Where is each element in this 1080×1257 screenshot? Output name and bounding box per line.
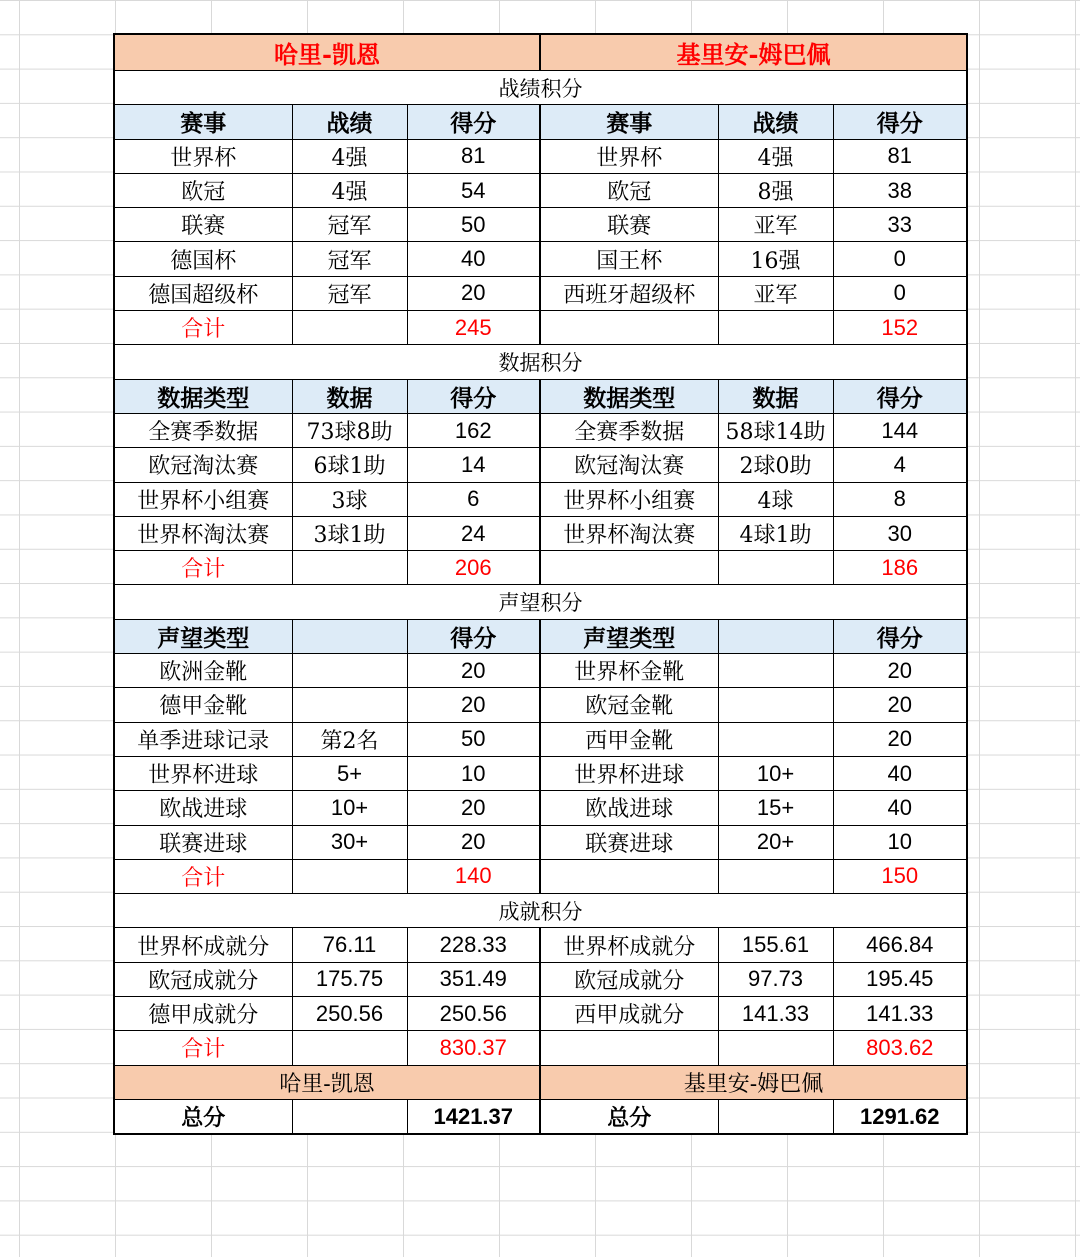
achievement-left-cell[interactable]: 欧冠成就分 xyxy=(114,962,292,996)
record-right-cell[interactable]: 亚军 xyxy=(718,276,833,310)
prestige-right-header[interactable]: 得分 xyxy=(833,619,967,653)
record-left-total-value[interactable]: 245 xyxy=(407,311,540,345)
record-left-cell[interactable]: 54 xyxy=(407,173,540,207)
stats-left-cell[interactable]: 3球 xyxy=(292,482,407,516)
record-right-cell[interactable]: 38 xyxy=(833,173,967,207)
record-right-cell[interactable]: 亚军 xyxy=(718,208,833,242)
achievement-right-cell[interactable]: 西甲成就分 xyxy=(540,997,718,1031)
prestige-left-cell[interactable]: 世界杯进球 xyxy=(114,756,292,790)
achievement-data-row xyxy=(114,928,967,962)
stats-section-title[interactable]: 数据积分 xyxy=(114,345,967,379)
prestige-data-row xyxy=(114,791,967,825)
prestige-data-row xyxy=(114,722,967,756)
record-right-total-value[interactable]: 152 xyxy=(833,311,967,345)
prestige-left-cell[interactable]: 德甲金靴 xyxy=(114,688,292,722)
record-left-cell[interactable]: 欧冠 xyxy=(114,173,292,207)
achievement-left-cell[interactable]: 76.11 xyxy=(292,928,407,962)
record-left-cell[interactable]: 40 xyxy=(407,242,540,276)
stats-right-total-value[interactable]: 186 xyxy=(833,551,967,585)
achievement-section-title-row xyxy=(114,894,967,928)
stats-data-row xyxy=(114,516,967,550)
stats-left-cell[interactable]: 3球1助 xyxy=(292,516,407,550)
achievement-right-cell[interactable]: 466.84 xyxy=(833,928,967,962)
prestige-left-cell[interactable]: 20 xyxy=(407,654,540,688)
achievement-right-cell[interactable]: 97.73 xyxy=(718,962,833,996)
record-section-title[interactable]: 战绩积分 xyxy=(114,71,967,105)
left-player-name[interactable]: 哈里-凯恩 xyxy=(114,34,540,71)
final-name-row xyxy=(114,1065,967,1099)
record-right-cell[interactable]: 81 xyxy=(833,139,967,173)
stats-right-cell[interactable]: 4球1助 xyxy=(718,516,833,550)
final-left-name[interactable]: 哈里-凯恩 xyxy=(114,1065,540,1099)
prestige-data-row xyxy=(114,688,967,722)
stats-section-title-row xyxy=(114,345,967,379)
record-left-header[interactable]: 赛事 xyxy=(114,105,292,139)
prestige-left-total-value[interactable]: 140 xyxy=(407,859,540,893)
record-right-cell[interactable]: 西班牙超级杯 xyxy=(540,276,718,310)
record-right-header[interactable]: 赛事 xyxy=(540,105,718,139)
prestige-right-cell[interactable]: 20 xyxy=(833,654,967,688)
achievement-left-cell[interactable]: 228.33 xyxy=(407,928,540,962)
stats-left-cell[interactable]: 欧冠淘汰赛 xyxy=(114,448,292,482)
stats-total-row xyxy=(114,551,967,585)
stats-right-header[interactable]: 数据 xyxy=(718,379,833,413)
record-left-empty[interactable] xyxy=(292,311,407,345)
record-right-cell[interactable]: 世界杯 xyxy=(540,139,718,173)
prestige-right-cell[interactable]: 15+ xyxy=(718,791,833,825)
achievement-left-cell[interactable]: 351.49 xyxy=(407,962,540,996)
stats-left-cell[interactable]: 24 xyxy=(407,516,540,550)
record-left-cell[interactable]: 20 xyxy=(407,276,540,310)
prestige-left-cell[interactable] xyxy=(292,688,407,722)
record-right-cell[interactable]: 33 xyxy=(833,208,967,242)
prestige-left-cell[interactable]: 联赛进球 xyxy=(114,825,292,859)
record-right-cell[interactable]: 0 xyxy=(833,242,967,276)
achievement-left-total-value[interactable]: 830.37 xyxy=(407,1031,540,1065)
prestige-column-header-row xyxy=(114,619,967,653)
prestige-left-cell[interactable] xyxy=(292,654,407,688)
stats-right-cell[interactable]: 世界杯小组赛 xyxy=(540,482,718,516)
prestige-left-cell[interactable]: 单季进球记录 xyxy=(114,722,292,756)
stats-left-header[interactable]: 得分 xyxy=(407,379,540,413)
prestige-right-cell[interactable] xyxy=(718,722,833,756)
stats-right-empty[interactable] xyxy=(718,551,833,585)
final-right-empty[interactable] xyxy=(718,1099,833,1134)
prestige-left-header[interactable]: 得分 xyxy=(407,619,540,653)
prestige-right-total-value[interactable]: 150 xyxy=(833,859,967,893)
record-right-cell[interactable]: 联赛 xyxy=(540,208,718,242)
prestige-right-cell[interactable] xyxy=(718,688,833,722)
stats-left-cell[interactable]: 73球8助 xyxy=(292,413,407,447)
prestige-right-cell[interactable]: 20 xyxy=(833,688,967,722)
record-left-cell[interactable]: 世界杯 xyxy=(114,139,292,173)
stats-right-cell[interactable]: 8 xyxy=(833,482,967,516)
prestige-left-cell[interactable]: 5+ xyxy=(292,756,407,790)
record-left-cell[interactable]: 4强 xyxy=(292,139,407,173)
achievement-left-cell[interactable]: 250.56 xyxy=(407,997,540,1031)
stats-left-total-label[interactable]: 合计 xyxy=(114,551,292,585)
achievement-left-total-label[interactable]: 合计 xyxy=(114,1031,292,1065)
stats-left-cell[interactable]: 6球1助 xyxy=(292,448,407,482)
stats-right-cell[interactable]: 144 xyxy=(833,413,967,447)
stats-right-cell[interactable]: 30 xyxy=(833,516,967,550)
achievement-section-title[interactable]: 成就积分 xyxy=(114,894,967,928)
record-section-title-row xyxy=(114,71,967,105)
achievement-left-cell[interactable]: 250.56 xyxy=(292,997,407,1031)
prestige-left-header[interactable] xyxy=(292,619,407,653)
prestige-left-cell[interactable]: 30+ xyxy=(292,825,407,859)
prestige-left-cell[interactable]: 50 xyxy=(407,722,540,756)
record-right-cell[interactable]: 0 xyxy=(833,276,967,310)
prestige-right-cell[interactable]: 40 xyxy=(833,756,967,790)
stats-data-row xyxy=(114,448,967,482)
record-right-cell[interactable]: 4强 xyxy=(718,139,833,173)
achievement-data-row xyxy=(114,962,967,996)
prestige-right-header[interactable]: 声望类型 xyxy=(540,619,718,653)
stats-left-header[interactable]: 数据类型 xyxy=(114,379,292,413)
record-right-cell[interactable]: 国王杯 xyxy=(540,242,718,276)
prestige-left-total-label[interactable]: 合计 xyxy=(114,859,292,893)
stats-right-cell[interactable]: 欧冠淘汰赛 xyxy=(540,448,718,482)
right-player-name[interactable]: 基里安-姆巴佩 xyxy=(540,34,967,71)
achievement-left-cell[interactable]: 175.75 xyxy=(292,962,407,996)
prestige-right-cell[interactable]: 20 xyxy=(833,722,967,756)
stats-data-row xyxy=(114,413,967,447)
prestige-left-empty[interactable] xyxy=(292,859,407,893)
achievement-right-empty[interactable] xyxy=(718,1031,833,1065)
achievement-right-total-value[interactable]: 803.62 xyxy=(833,1031,967,1065)
record-data-row xyxy=(114,242,967,276)
prestige-right-cell[interactable]: 10+ xyxy=(718,756,833,790)
prestige-right-cell[interactable]: 欧冠金靴 xyxy=(540,688,718,722)
prestige-left-cell[interactable]: 第2名 xyxy=(292,722,407,756)
record-left-cell[interactable]: 50 xyxy=(407,208,540,242)
record-left-cell[interactable]: 冠军 xyxy=(292,208,407,242)
prestige-data-row xyxy=(114,654,967,688)
stats-left-cell[interactable]: 6 xyxy=(407,482,540,516)
stats-right-cell[interactable]: 全赛季数据 xyxy=(540,413,718,447)
prestige-right-cell[interactable] xyxy=(718,654,833,688)
record-right-cell[interactable]: 16强 xyxy=(718,242,833,276)
record-column-header-row xyxy=(114,105,967,139)
record-total-row xyxy=(114,311,967,345)
stats-left-cell[interactable]: 世界杯淘汰赛 xyxy=(114,516,292,550)
prestige-left-cell[interactable]: 10+ xyxy=(292,791,407,825)
record-left-cell[interactable]: 4强 xyxy=(292,173,407,207)
stats-right-cell[interactable]: 4球 xyxy=(718,482,833,516)
final-right-name[interactable]: 基里安-姆巴佩 xyxy=(540,1065,967,1099)
prestige-right-cell[interactable]: 西甲金靴 xyxy=(540,722,718,756)
prestige-right-cell[interactable]: 世界杯金靴 xyxy=(540,654,718,688)
achievement-right-cell[interactable]: 欧冠成就分 xyxy=(540,962,718,996)
achievement-left-cell[interactable]: 世界杯成就分 xyxy=(114,928,292,962)
final-right-total[interactable]: 1291.62 xyxy=(833,1099,967,1134)
prestige-right-cell[interactable]: 联赛进球 xyxy=(540,825,718,859)
record-left-header[interactable]: 得分 xyxy=(407,105,540,139)
record-left-cell[interactable]: 冠军 xyxy=(292,242,407,276)
stats-left-empty[interactable] xyxy=(292,551,407,585)
prestige-data-row xyxy=(114,825,967,859)
record-right-header[interactable]: 战绩 xyxy=(718,105,833,139)
achievement-right-cell[interactable]: 195.45 xyxy=(833,962,967,996)
record-left-header[interactable]: 战绩 xyxy=(292,105,407,139)
stats-right-header[interactable]: 得分 xyxy=(833,379,967,413)
achievement-right-cell[interactable]: 155.61 xyxy=(718,928,833,962)
record-left-cell[interactable]: 冠军 xyxy=(292,276,407,310)
prestige-left-cell[interactable]: 欧战进球 xyxy=(114,791,292,825)
stats-left-cell[interactable]: 全赛季数据 xyxy=(114,413,292,447)
record-right-header[interactable]: 得分 xyxy=(833,105,967,139)
prestige-left-cell[interactable]: 欧洲金靴 xyxy=(114,654,292,688)
prestige-right-empty[interactable] xyxy=(540,859,718,893)
stats-left-cell[interactable]: 14 xyxy=(407,448,540,482)
achievement-total-row xyxy=(114,1031,967,1065)
prestige-right-empty[interactable] xyxy=(718,859,833,893)
stats-left-cell[interactable]: 162 xyxy=(407,413,540,447)
prestige-left-cell[interactable]: 20 xyxy=(407,688,540,722)
prestige-left-header[interactable]: 声望类型 xyxy=(114,619,292,653)
stats-left-total-value[interactable]: 206 xyxy=(407,551,540,585)
stats-right-cell[interactable]: 4 xyxy=(833,448,967,482)
achievement-right-cell[interactable]: 世界杯成就分 xyxy=(540,928,718,962)
record-right-cell[interactable]: 欧冠 xyxy=(540,173,718,207)
prestige-left-cell[interactable]: 10 xyxy=(407,756,540,790)
score-comparison-table xyxy=(113,33,968,1135)
achievement-left-cell[interactable]: 德甲成就分 xyxy=(114,997,292,1031)
achievement-right-cell[interactable]: 141.33 xyxy=(833,997,967,1031)
stats-column-header-row xyxy=(114,379,967,413)
achievement-right-cell[interactable]: 141.33 xyxy=(718,997,833,1031)
stats-right-cell[interactable]: 58球14助 xyxy=(718,413,833,447)
record-left-cell[interactable]: 德国杯 xyxy=(114,242,292,276)
stats-data-row xyxy=(114,482,967,516)
prestige-right-cell[interactable]: 欧战进球 xyxy=(540,791,718,825)
prestige-right-cell[interactable]: 20+ xyxy=(718,825,833,859)
prestige-left-cell[interactable]: 20 xyxy=(407,791,540,825)
achievement-left-empty[interactable] xyxy=(292,1031,407,1065)
final-total-row xyxy=(114,1099,967,1134)
record-left-cell[interactable]: 81 xyxy=(407,139,540,173)
stats-left-cell[interactable]: 世界杯小组赛 xyxy=(114,482,292,516)
prestige-right-header[interactable] xyxy=(718,619,833,653)
record-right-empty[interactable] xyxy=(540,311,718,345)
achievement-right-empty[interactable] xyxy=(540,1031,718,1065)
record-left-cell[interactable]: 德国超级杯 xyxy=(114,276,292,310)
final-left-label[interactable]: 总分 xyxy=(114,1099,292,1134)
stats-left-header[interactable]: 数据 xyxy=(292,379,407,413)
record-right-empty[interactable] xyxy=(718,311,833,345)
prestige-right-cell[interactable]: 10 xyxy=(833,825,967,859)
player-header-row xyxy=(114,34,967,71)
record-data-row xyxy=(114,276,967,310)
prestige-total-row xyxy=(114,859,967,893)
record-data-row xyxy=(114,208,967,242)
final-left-empty[interactable] xyxy=(292,1099,407,1134)
stats-right-empty[interactable] xyxy=(540,551,718,585)
prestige-section-title-row xyxy=(114,585,967,619)
record-left-total-label[interactable]: 合计 xyxy=(114,311,292,345)
record-right-cell[interactable]: 8强 xyxy=(718,173,833,207)
stats-right-cell[interactable]: 2球0助 xyxy=(718,448,833,482)
record-left-cell[interactable]: 联赛 xyxy=(114,208,292,242)
final-left-total[interactable]: 1421.37 xyxy=(407,1099,540,1134)
prestige-left-cell[interactable]: 20 xyxy=(407,825,540,859)
prestige-section-title[interactable]: 声望积分 xyxy=(114,585,967,619)
record-data-row xyxy=(114,139,967,173)
stats-right-cell[interactable]: 世界杯淘汰赛 xyxy=(540,516,718,550)
prestige-right-cell[interactable]: 40 xyxy=(833,791,967,825)
final-right-label[interactable]: 总分 xyxy=(540,1099,718,1134)
achievement-data-row xyxy=(114,997,967,1031)
prestige-right-cell[interactable]: 世界杯进球 xyxy=(540,756,718,790)
record-data-row xyxy=(114,173,967,207)
prestige-data-row xyxy=(114,756,967,790)
stats-right-header[interactable]: 数据类型 xyxy=(540,379,718,413)
